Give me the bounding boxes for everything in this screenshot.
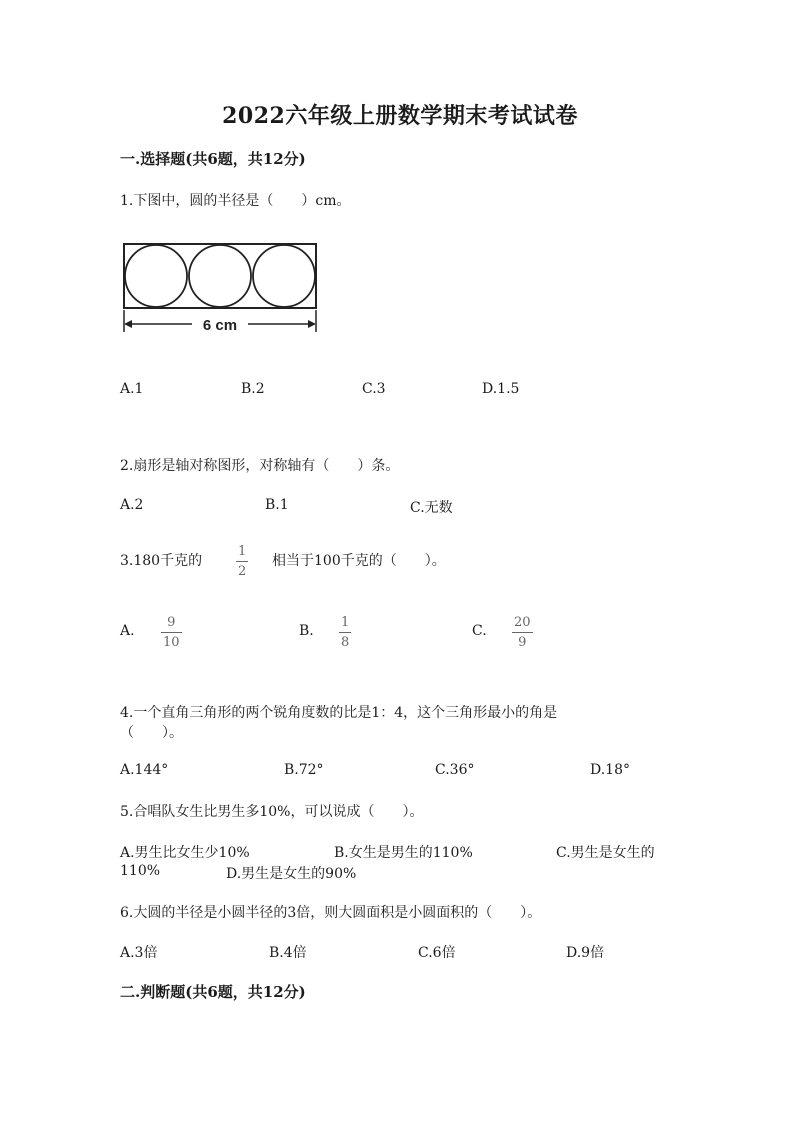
question-3-stem-part1: 3.180千克的 (120, 553, 203, 569)
q2-option-b[interactable]: B.1 (265, 497, 289, 513)
q5-option-c-continued[interactable]: 110% (120, 863, 161, 879)
q3-option-c-fraction[interactable]: 20 9 (514, 615, 531, 650)
q3-option-a-letter[interactable]: A. (120, 623, 135, 639)
dimension-arrow-left (124, 320, 132, 328)
section-heading-judgement: 二.判断题(共6题，共12分) (120, 983, 306, 1001)
question-4-stem-line1: 4.一个直角三角形的两个锐角度数的比是1：4，这个三角形最小的角是 (120, 705, 558, 721)
q6-option-d[interactable]: D.9倍 (566, 945, 605, 961)
q4-option-a[interactable]: A.144° (120, 762, 169, 778)
q3-option-b-letter[interactable]: B. (299, 623, 314, 639)
q5-option-a[interactable]: A.男生比女生少10% (120, 845, 250, 861)
circle-3 (253, 245, 315, 307)
question-3-stem-part2: 相当于100千克的（ ）。 (272, 553, 446, 569)
question-2-stem: 2.扇形是轴对称图形，对称轴有（ ）条。 (120, 458, 400, 474)
q5-option-c[interactable]: C.男生是女生的 (556, 845, 655, 861)
question-1-stem: 1.下图中，圆的半径是（ ）cm。 (120, 193, 351, 209)
q3-option-a-fraction[interactable]: 9 10 (163, 615, 180, 650)
dimension-arrow-right (308, 320, 316, 328)
section-heading-choice: 一.选择题(共6题，共12分) (120, 150, 306, 168)
page-title: 2022六年级上册数学期末考试试卷 (222, 103, 578, 129)
question-3-fraction: 1 2 (238, 544, 247, 579)
question-5-stem: 5.合唱队女生比男生多10%，可以说成（ ）。 (120, 804, 424, 820)
q2-option-c[interactable]: C.无数 (410, 500, 453, 516)
q3-option-b-fraction[interactable]: 1 8 (341, 615, 350, 650)
q6-option-b[interactable]: B.4倍 (269, 945, 307, 961)
rectangle-outline (124, 244, 316, 308)
circle-1 (125, 245, 187, 307)
q1-option-d[interactable]: D.1.5 (482, 381, 520, 397)
q2-option-a[interactable]: A.2 (120, 497, 144, 513)
q3-option-c-letter[interactable]: C. (472, 623, 487, 639)
q4-option-c[interactable]: C.36° (435, 762, 475, 778)
q6-option-a[interactable]: A.3倍 (120, 945, 158, 961)
q4-option-b[interactable]: B.72° (284, 762, 324, 778)
q1-option-b[interactable]: B.2 (241, 381, 265, 397)
q1-option-c[interactable]: C.3 (362, 381, 386, 397)
q4-option-d[interactable]: D.18° (590, 762, 630, 778)
question-4-stem-line2: （ ）。 (120, 725, 183, 741)
dimension-label: 6 cm (202, 317, 238, 334)
circles-in-rectangle-figure (118, 238, 324, 338)
q1-option-a[interactable]: A.1 (120, 381, 144, 397)
question-6-stem: 6.大圆的半径是小圆半径的3倍，则大圆面积是小圆面积的（ ）。 (120, 905, 542, 921)
circle-2 (189, 245, 251, 307)
q6-option-c[interactable]: C.6倍 (418, 945, 456, 961)
q5-option-b[interactable]: B.女生是男生的110% (334, 845, 473, 861)
q5-option-d[interactable]: D.男生是女生的90% (226, 866, 357, 882)
